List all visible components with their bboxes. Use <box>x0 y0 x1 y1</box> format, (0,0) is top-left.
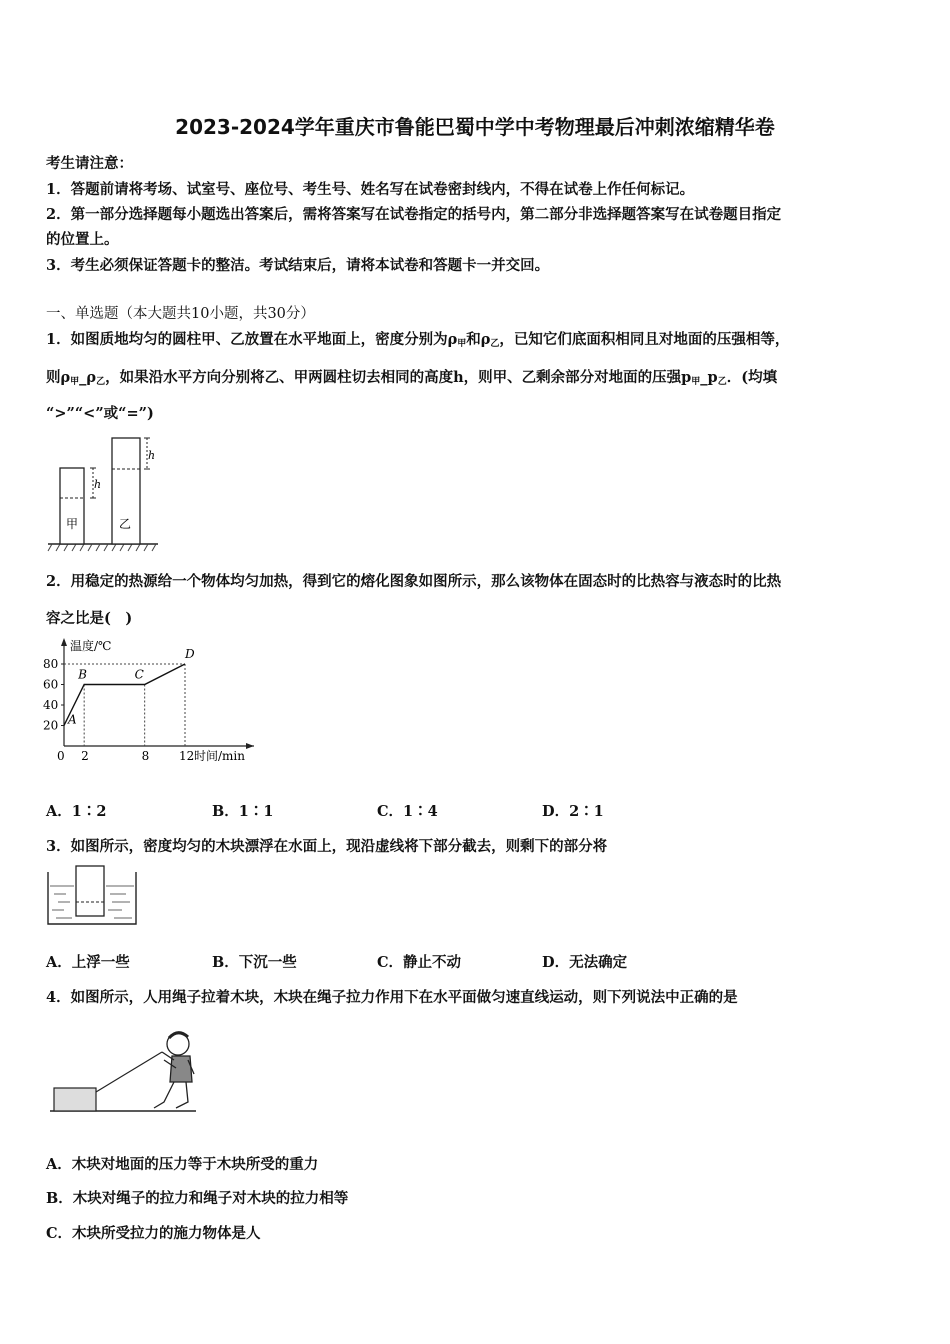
point-label-c: C <box>134 667 144 682</box>
x-tick-label-2: 2 <box>81 749 89 763</box>
q4-option-a[interactable]: A．木块对地面的压力等于木块所受的重力 <box>46 1156 319 1173</box>
exam-title: 2023-2024学年重庆市鲁能巴蜀中学中考物理最后冲刺浓缩精华卷 <box>175 115 775 139</box>
q3-option-c[interactable]: C．静止不动 <box>377 954 462 971</box>
melting-chart <box>40 634 270 770</box>
q1-line1: 1．如图质地均匀的圆柱甲、乙放置在水平地面上，密度分别为$\rho_甲$和$\rho_乙$，已知它们底面积相同且对地面的压强相等， <box>46 331 790 349</box>
rope <box>96 1052 162 1092</box>
y-axis-label: 温度/℃ <box>70 639 112 653</box>
q4-line1: 4．如图所示，人用绳子拉着木块，木块在绳子拉力作用下在水平面做匀速直线运动，则下列说法中正确的是 <box>46 989 738 1006</box>
q4-option-b[interactable]: B．木块对绳子的拉力和绳子对木块的拉力相等 <box>46 1190 349 1207</box>
h-label-jia: h <box>94 478 102 491</box>
q2-option-c[interactable]: C．1∶4 <box>377 803 438 820</box>
q3-option-a[interactable]: A．上浮一些 <box>46 954 130 971</box>
point-label-d: D <box>185 647 195 661</box>
point-label-b: B <box>78 667 87 682</box>
person-pulling <box>154 1033 194 1108</box>
label-yi: 乙 <box>119 517 132 531</box>
q3-floating-block-figure <box>46 864 138 928</box>
q2-line2: 容之比是( ) <box>46 610 133 627</box>
y-tick-label-80: 80 <box>43 657 59 671</box>
q3-option-d[interactable]: D．无法确定 <box>542 954 628 971</box>
wood-block <box>54 1088 96 1111</box>
wood-block <box>76 866 104 916</box>
q1-cylinders-figure <box>46 432 166 554</box>
x-tick-label-12: 12 <box>179 749 195 763</box>
y-tick-label-40: 40 <box>43 698 59 712</box>
q2-option-a[interactable]: A．1∶2 <box>46 803 107 820</box>
q2-option-d[interactable]: D．2∶1 <box>542 803 604 820</box>
x-tick-label-0: 0 <box>57 749 65 763</box>
point-label-a: A <box>68 712 77 727</box>
q2-line1: 2．用稳定的热源给一个物体均匀加热，得到它的熔化图象如图所示，那么该物体在固态时的比热容与液态时的比热 <box>46 573 782 590</box>
notice-heading: 考生请注意： <box>46 155 133 172</box>
q1-line3: “>”“<”或“=”) <box>46 405 154 422</box>
x-axis-label: 时间/min <box>194 749 245 763</box>
x-tick-label-8: 8 <box>141 749 150 763</box>
notice-item-1: 1．答题前请将考场、试室号、座位号、考生号、姓名写在试卷密封线内，不得在试卷上作任何标记。 <box>46 181 695 198</box>
notice-item-3: 3．考生必须保证答题卡的整洁。考试结束后，请将本试卷和答题卡一并交回。 <box>46 257 550 274</box>
h-label-yi: h <box>148 449 156 462</box>
q4-pulling-figure <box>50 1024 200 1116</box>
q3-line1: 3．如图所示，密度均匀的木块漂浮在水面上，现沿虚线将下部分截去，则剩下的部分将 <box>46 838 608 855</box>
q1-line2: 则$\rho_甲\_\rho_乙$，如果沿水平方向分别将乙、甲两圆柱切去相同的高度h，则甲、乙剩余部分对地面的压强$p_甲\_p_乙$．(均填 <box>46 369 778 387</box>
q2-option-b[interactable]: B．1∶1 <box>212 803 274 820</box>
section-heading: 一、单选题（本大题共10小题，共30分） <box>46 306 315 322</box>
cylinder-jia <box>60 468 84 544</box>
label-jia: 甲 <box>66 517 79 531</box>
q4-option-c[interactable]: C．木块所受拉力的施力物体是人 <box>46 1225 261 1242</box>
y-tick-label-20: 20 <box>43 718 59 733</box>
notice-item-2: 2．第一部分选择题每小题选出答案后，需将答案写在试卷指定的括号内，第二部分非选择题答案写在试卷题目指定 <box>46 206 782 223</box>
q3-option-b[interactable]: B．下沉一些 <box>212 954 297 971</box>
notice-item-2-cont: 的位置上。 <box>46 231 119 248</box>
y-tick-label-60: 60 <box>43 677 59 692</box>
